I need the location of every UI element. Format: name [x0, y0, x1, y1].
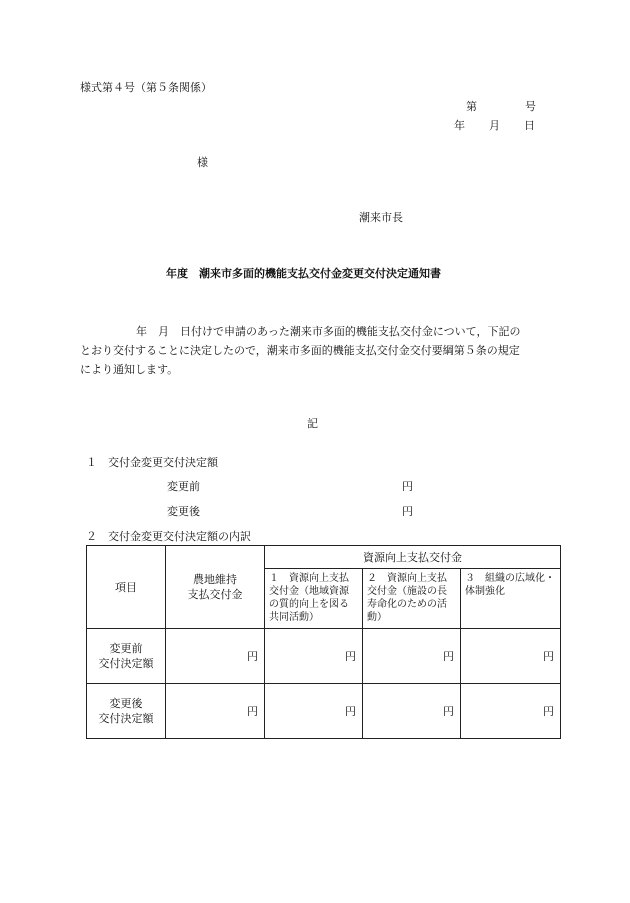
amount-cell: 円 — [166, 684, 265, 739]
date-year-label: 年 — [454, 119, 465, 132]
row-label-line: 交付決定額 — [98, 712, 154, 725]
amount-cell: 円 — [363, 629, 461, 684]
item-header: 項目 — [87, 546, 166, 629]
form-number-label: 様式第４号（第５条関係） — [80, 81, 212, 94]
issuer-name: 潮来市長 — [359, 211, 403, 224]
row-label-line: 交付決定額 — [98, 657, 154, 670]
section2-heading: ２ 交付金変更交付決定額の内訳 — [86, 530, 251, 543]
amount-cell: 円 — [461, 684, 561, 739]
after-change-label: 変更後 — [167, 505, 200, 518]
addressee-suffix: 様 — [197, 156, 208, 169]
table-row — [87, 684, 561, 739]
before-change-label: 変更前 — [167, 480, 200, 493]
breakdown-table — [86, 545, 561, 739]
section1-heading: １ 交付金変更交付決定額 — [86, 456, 218, 469]
sub-header-1: １ 資源向上支払交付金（地域資源の質的向上を図る共同活動） — [265, 569, 363, 629]
amount-cell: 円 — [166, 629, 265, 684]
farm-header-line: 支払交付金 — [187, 588, 243, 601]
row-label — [87, 629, 166, 684]
row-label-line: 変更後 — [109, 697, 143, 710]
body-paragraph — [80, 322, 555, 379]
date-month-label: 月 — [489, 119, 500, 132]
amount-cell: 円 — [363, 684, 461, 739]
amount-cell: 円 — [265, 629, 363, 684]
body-line: により通知します。 — [80, 363, 179, 376]
amount-cell: 円 — [461, 629, 561, 684]
farm-maintenance-header — [166, 546, 265, 629]
after-change-unit: 円 — [402, 505, 413, 518]
row-label-line: 変更前 — [109, 642, 143, 655]
date-day-label: 日 — [524, 119, 535, 132]
before-change-unit: 円 — [402, 480, 413, 493]
row-label — [87, 684, 166, 739]
ki-heading: 記 — [307, 417, 318, 430]
sub-header-2: ２ 資源向上支払交付金（施設の長寿命化のための活動） — [363, 569, 461, 629]
resource-improvement-header: 資源向上支払交付金 — [265, 546, 561, 569]
document-title: 年度 潮来市多面的機能支払交付金変更交付決定通知書 — [166, 267, 441, 280]
document-number-label: 第 — [466, 100, 477, 113]
table-row — [87, 629, 561, 684]
body-line: 年 月 日付けで申請のあった潮来市多面的機能支払交付金について，下記の — [136, 325, 521, 338]
amount-cell: 円 — [265, 684, 363, 739]
body-line: とおり交付することに決定したので，潮来市多面的機能支払交付金交付要綱第５条の規定 — [80, 344, 520, 357]
sub-header-3: ３ 組織の広域化・体制強化 — [461, 569, 561, 629]
document-number-suffix: 号 — [525, 100, 536, 113]
farm-header-line: 農地維持 — [193, 573, 237, 586]
